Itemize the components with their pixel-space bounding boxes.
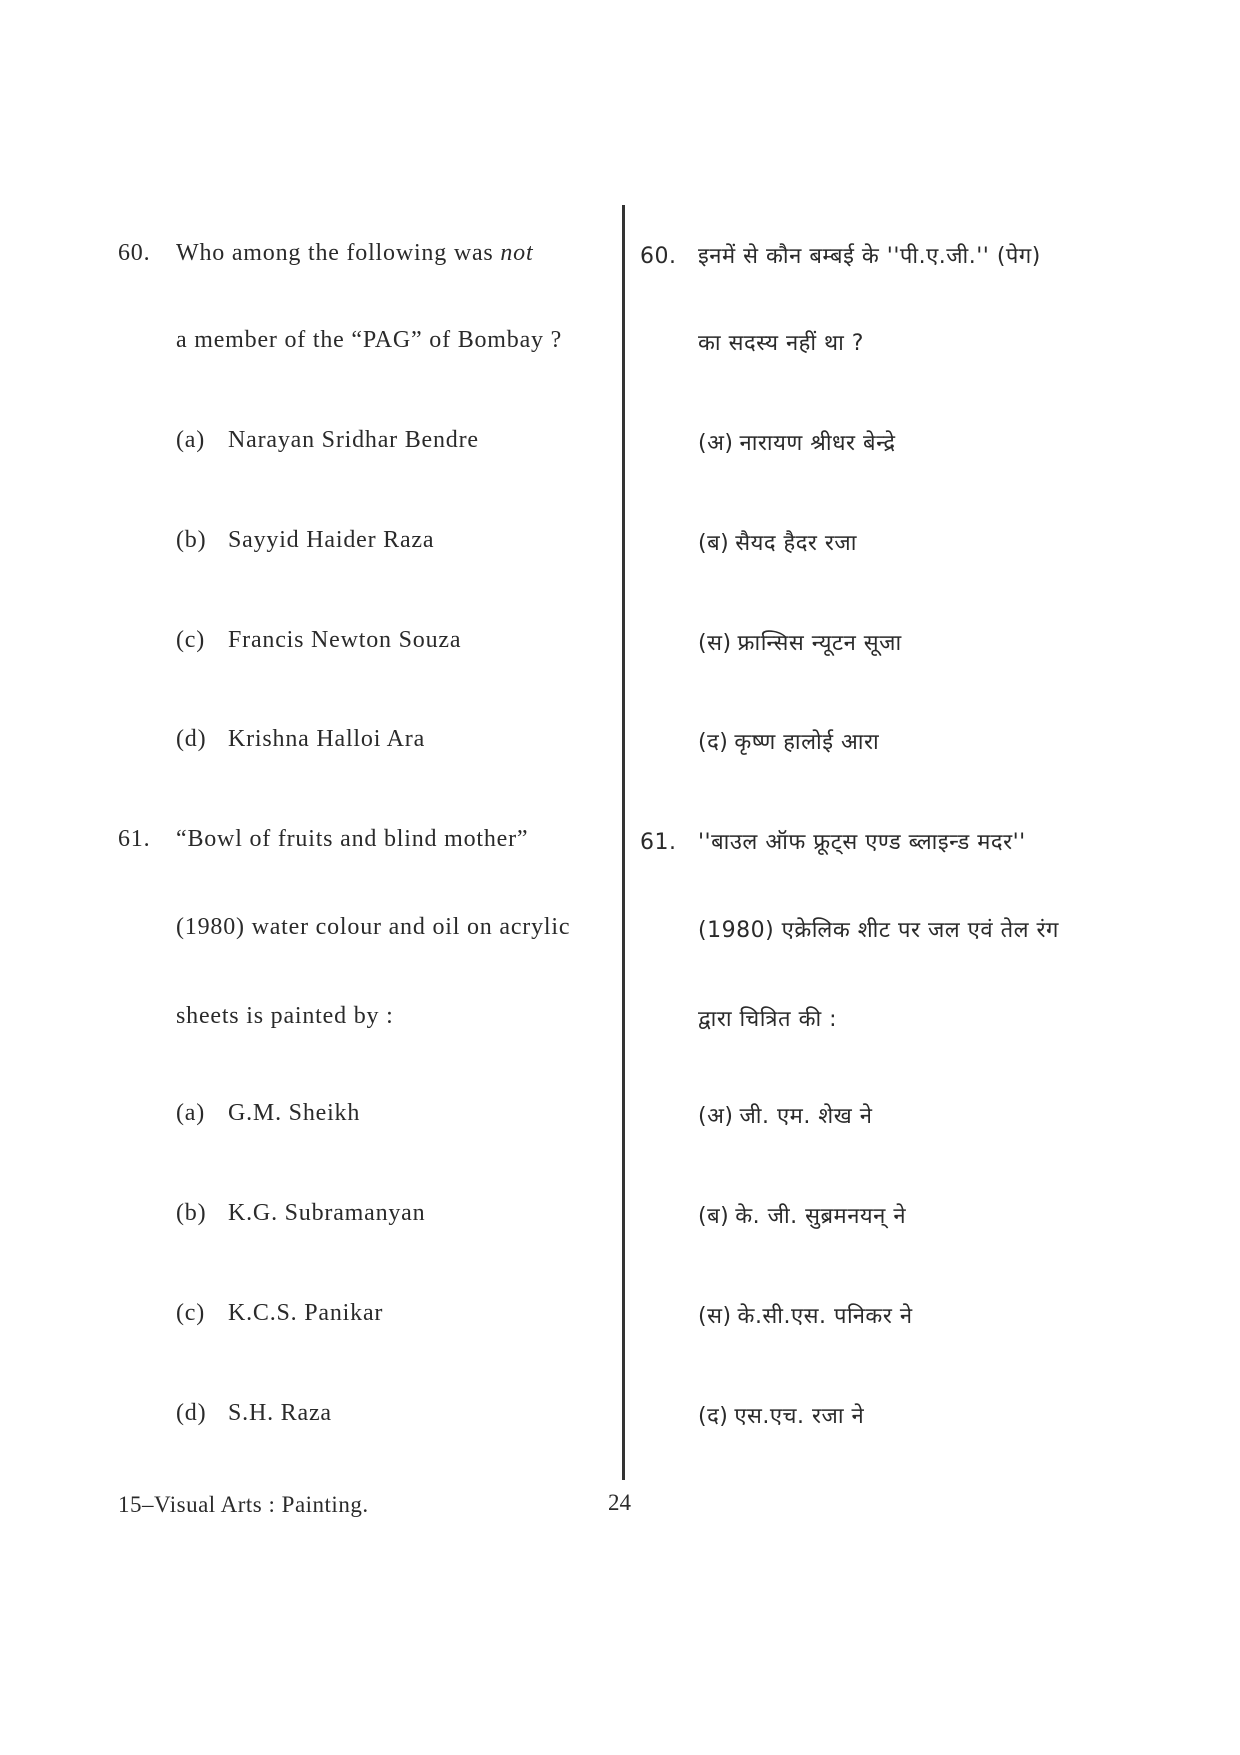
question-61-hi-option-a	[698, 1100, 872, 1130]
question-60-line-2: a member of the “PAG” of Bombay ?	[176, 327, 563, 353]
option-text: S.H. Raza	[228, 1400, 332, 1426]
question-text: Who among the following was	[176, 240, 501, 266]
option-text: Narayan Sridhar Bendre	[228, 427, 479, 453]
option-letter: (d)	[176, 1400, 207, 1426]
option-letter: (द)	[698, 730, 729, 755]
question-61-line-3: sheets is painted by :	[176, 1003, 394, 1029]
option-letter: (c)	[176, 627, 206, 653]
question-60-hi-option-d	[698, 726, 879, 756]
option-letter: (d)	[176, 726, 207, 752]
option-letter: (ब)	[698, 531, 730, 556]
option-letter: (c)	[176, 1300, 206, 1326]
question-61-hi-line-1	[640, 826, 1026, 856]
option-text: के. जी. सुब्रमनयन् ने	[735, 1204, 907, 1229]
option-letter: (b)	[176, 1200, 207, 1226]
question-61-option-c	[176, 1300, 383, 1327]
footer-subject: 15–Visual Arts : Painting.	[118, 1492, 369, 1517]
question-61-hi-option-d	[698, 1400, 864, 1430]
page-number: 24	[608, 1490, 631, 1515]
option-text: K.C.S. Panikar	[228, 1300, 384, 1326]
question-60-hi-option-c	[698, 627, 902, 657]
question-number: 60.	[640, 244, 677, 269]
question-60-option-b	[176, 527, 434, 554]
option-letter: (a)	[176, 1100, 206, 1126]
question-text: इनमें से कौन बम्बई के ''पी.ए.जी.'' (पेग)	[698, 244, 1041, 269]
question-60-hi-option-a	[698, 427, 896, 457]
option-letter: (अ)	[698, 431, 734, 456]
option-text: जी. एम. शेख ने	[739, 1104, 873, 1129]
option-text: फ्रान्सिस न्यूटन सूजा	[737, 631, 902, 656]
option-letter: (स)	[698, 1304, 732, 1329]
question-60-hi-option-b	[698, 527, 857, 557]
question-60-line-1	[118, 240, 533, 267]
question-number: 61.	[118, 826, 151, 852]
option-text: G.M. Sheikh	[228, 1100, 361, 1126]
question-60-option-a	[176, 427, 479, 454]
question-61-line-1	[118, 826, 528, 853]
question-60-option-c	[176, 627, 461, 654]
question-number: 61.	[640, 830, 677, 855]
question-text: ''बाउल ऑफ फ्रूट्स एण्ड ब्लाइन्ड मदर''	[698, 830, 1026, 855]
option-letter: (द)	[698, 1404, 729, 1429]
question-61-hi-line-2: (1980) एक्रेलिक शीट पर जल एवं तेल रंग	[698, 918, 1059, 943]
question-emphasis: not	[500, 240, 534, 266]
question-60-hi-line-1	[640, 240, 1041, 270]
question-61-option-b	[176, 1200, 425, 1227]
question-60-hi-line-2: का सदस्य नहीं था ?	[698, 331, 864, 356]
question-61-option-a	[176, 1100, 360, 1127]
option-text: नारायण श्रीधर बेन्द्रे	[739, 431, 896, 456]
option-text: के.सी.एस. पनिकर ने	[737, 1304, 913, 1329]
option-text: Sayyid Haider Raza	[228, 527, 435, 553]
option-text: कृष्ण हालोई आरा	[734, 730, 880, 755]
option-text: Krishna Halloi Ara	[228, 726, 426, 752]
option-text: Francis Newton Souza	[228, 627, 462, 653]
option-letter: (a)	[176, 427, 206, 453]
option-letter: (b)	[176, 527, 207, 553]
option-letter: (ब)	[698, 1204, 730, 1229]
option-letter: (अ)	[698, 1104, 734, 1129]
option-text: सैयद हैदर रजा	[735, 531, 857, 556]
question-61-hi-line-3: द्वारा चित्रित की :	[698, 1007, 838, 1032]
question-number: 60.	[118, 240, 151, 266]
question-61-hi-option-b	[698, 1200, 906, 1230]
column-divider	[622, 205, 625, 1480]
question-61-hi-option-c	[698, 1300, 913, 1330]
question-60-option-d	[176, 726, 425, 753]
question-61-option-d	[176, 1400, 332, 1427]
option-letter: (स)	[698, 631, 732, 656]
option-text: एस.एच. रजा ने	[734, 1404, 865, 1429]
option-text: K.G. Subramanyan	[228, 1200, 426, 1226]
question-61-line-2: (1980) water colour and oil on acrylic	[176, 914, 571, 940]
question-text: “Bowl of fruits and blind mother”	[176, 826, 529, 852]
